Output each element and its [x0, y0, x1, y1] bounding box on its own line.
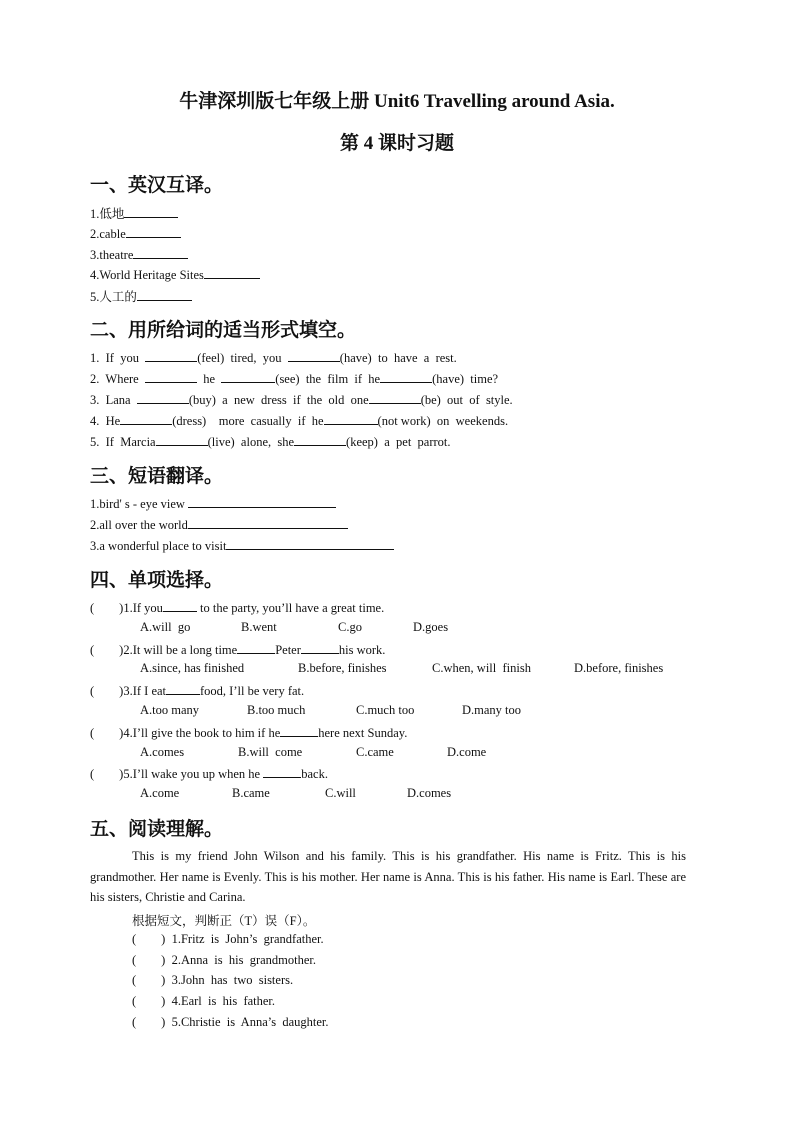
s2-item: 2. Where he (see) the film if he (have) time?	[90, 372, 499, 386]
section-3-heading: 三、短语翻译。	[90, 465, 224, 487]
option-a: A.will go	[140, 620, 191, 634]
s4-question-stem: ( )3.If I eat food, I’ll be very fat.	[90, 684, 305, 698]
s1-item: 5.人工的	[90, 287, 192, 305]
true-false-item: ( ) 2.Anna is his grandmother.	[132, 953, 317, 967]
true-false-item: ( ) 4.Earl is his father.	[132, 994, 276, 1008]
s3-item: 2.all over the world	[90, 516, 348, 533]
option-c: C.will	[325, 786, 356, 800]
s1-item: 1.低地	[90, 204, 178, 222]
option-b: B.will come	[238, 745, 303, 759]
reading-instruction: 根据短文，判断正（T）误（F）。	[132, 914, 316, 928]
true-false-item: ( ) 5.Christie is Anna’s daughter.	[132, 1015, 329, 1029]
option-a: A.too many	[140, 703, 200, 717]
true-false-item: ( ) 3.John has two sisters.	[132, 973, 294, 987]
s3-item: 1.bird' s - eye view	[90, 495, 336, 512]
section-4-heading: 四、单项选择。	[90, 569, 224, 591]
option-d: D.goes	[413, 620, 449, 634]
s4-question-stem: ( )2.It will be a long time Peter his work.	[90, 643, 386, 657]
s1-item: 3.theatre	[90, 246, 188, 263]
s2-item: 5. If Marcia (live) alone, she (keep) a pet parrot.	[90, 435, 451, 449]
section-5-heading: 五、阅读理解。	[90, 818, 224, 840]
s4-question-stem: ( )1.If you to the party, you’ll have a great time.	[90, 601, 385, 615]
option-b: B.came	[232, 786, 270, 800]
s2-item: 3. Lana (buy) a new dress if the old one (be) out of style.	[90, 393, 513, 407]
s1-item: 4.World Heritage Sites	[90, 266, 260, 283]
s1-item: 2.cable	[90, 225, 181, 242]
option-d: D.before, finishes	[574, 661, 664, 675]
option-c: C.when, will finish	[432, 661, 531, 675]
s4-question-stem: ( )5.I’ll wake you up when he back.	[90, 767, 328, 781]
option-c: C.go	[338, 620, 362, 634]
true-false-item: ( ) 1.Fritz is John’s grandfather.	[132, 932, 324, 946]
option-c: C.came	[356, 745, 394, 759]
option-b: B.went	[241, 620, 277, 634]
option-d: D.many too	[462, 703, 522, 717]
option-d: D.come	[447, 745, 487, 759]
option-a: A.since, has finished	[140, 661, 245, 675]
option-a: A.comes	[140, 745, 185, 759]
page-title: 牛津深圳版七年级上册 Unit6 Travelling around Asia.	[179, 91, 615, 112]
option-b: B.before, finishes	[298, 661, 387, 675]
section-1-heading: 一、英汉互译。	[90, 174, 224, 196]
section-2-heading: 二、用所给词的适当形式填空。	[90, 319, 357, 341]
option-b: B.too much	[247, 703, 306, 717]
s2-item: 4. He (dress) more casually if he (not work) on weekends.	[90, 414, 509, 428]
s2-item: 1. If you (feel) tired, you (have) to have a rest.	[90, 351, 457, 365]
reading-passage: This is my friend John Wilson and his family. This is his grandfather. His name is Fritz. This is his grandmother. Her name is Evenly. This is his mother. Her name is Anna. This is his father. His name is Earl. These are his sisters, Christie and Carina.	[90, 849, 686, 904]
page-subtitle: 第 4 课时习题	[339, 133, 454, 154]
option-d: D.comes	[407, 786, 452, 800]
option-a: A.come	[140, 786, 180, 800]
s3-item: 3.a wonderful place to visit	[90, 537, 394, 554]
s4-question-stem: ( )4.I’ll give the book to him if he here next Sunday.	[90, 726, 408, 740]
option-c: C.much too	[356, 703, 415, 717]
